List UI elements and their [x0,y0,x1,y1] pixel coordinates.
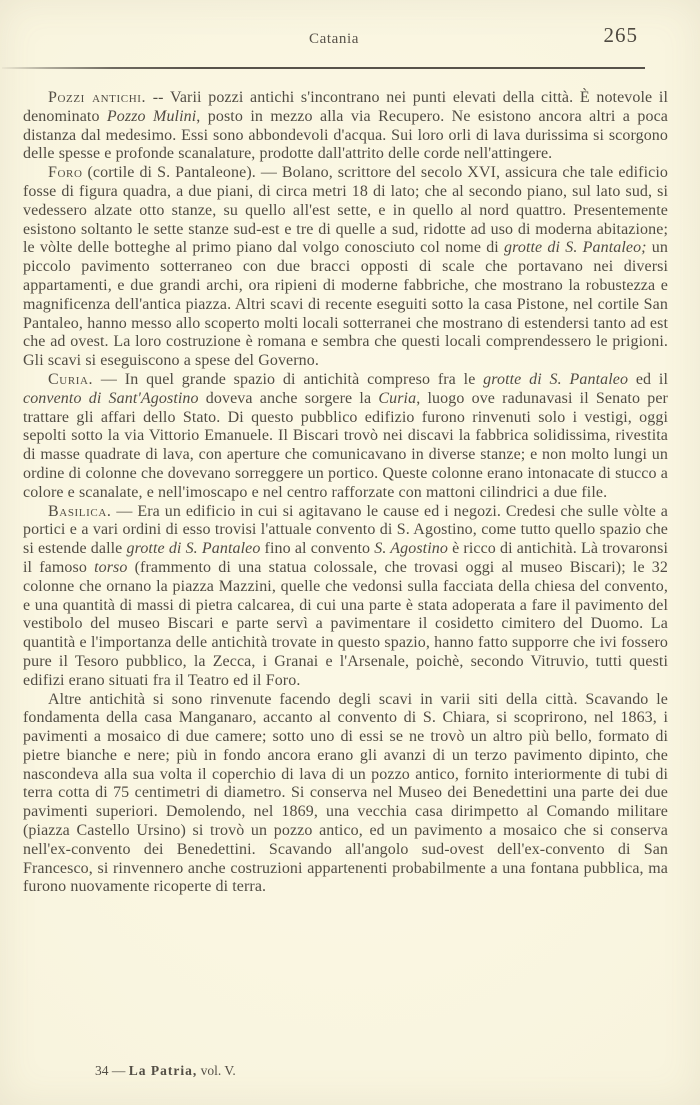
body-text-segment: — Era un edificio in cui si agitavano le cause ed i negozi. Credesi che sulle vòlte a portici e a vari ordini di esso trovisi l'attuale convento di S. Agostino, come tutto quello spazio che si estende dalle [23,502,668,558]
body-text-segment: è ricco di antichità. Là trovaronsi il famoso [23,540,668,576]
running-title: Catania [308,31,359,47]
paragraph-basilica [23,503,668,691]
body-text-segment: ed il [628,370,668,388]
italic-grotte-pantaleo: grotte di S. Pantaleo [483,370,629,388]
headword-pozzi-antichi: Pozzi antichi. [48,89,147,106]
headword-curia: Curia. [48,370,94,388]
body-text-segment: un piccolo pavimento sotterraneo con due bracci opposti di scale che portavano nei diversi appartamenti, e due grandi archi, ora ripieni di moderne fabbriche, che mostrano la robustezza e magnificenza dell'antica piazza. Altri scavi di recente eseguiti sotto la casa Pistone, nel cortile San Pantaleo, hanno messo allo scoperto molti locali sotterranei che mostrano di estendersi tanto ad est che ad ovest. La loro costruzione è romana e sembra che questi locali comprendessero le prigioni. Gli scavi si eseguiscono a spese del Governo. [23,239,668,370]
body-text-segment: (cortile di S. Pantaleone). — Bolano, scrittore del secolo XVI, assicura che tale edificio fosse di figura quadra, a due piani, di circa metri 18 di lato; che al secondo piano, sul lato sud, si vedessero alzate otto stanze, su quello all'est sette, e in quello al nord quattro. Presentemente esistono soltanto le sette stanze sud-est e tre di quelle a sud, ridotte ad uso di moderna abitazione; le vòlte delle botteghe al primo piano dal volgo conosciuto col nome di [23,164,668,257]
footer-number: 34 — [95,1063,129,1078]
header-rule [2,67,645,69]
body-text-segment: , posto in mezzo alla via Recupero. Ne esistono ancora altri a poca distanza dal medesimo. Essi sono abbondevoli d'acqua. Sui loro orli di lava durissima si scorgono delle spesse e profonde scanalature, prodotte dall'attrito delle corde nell'attingere. [23,107,668,163]
body-text-segment: fino al convento [260,540,375,558]
headword-basilica: Basilica. [48,502,112,520]
italic-curia: Curia [378,389,417,407]
paragraph-curia [23,371,668,503]
italic-convento-agostino: convento di Sant'Agostino [23,389,199,407]
italic-grotte-pantaleo: grotte di S. Pantaleo [126,540,261,558]
page-number: 265 [603,23,638,47]
footer-signature [95,1063,236,1079]
italic-torso: torso [94,558,128,576]
body-text-segment: -- Varii pozzi antichi s'incontrano nei punti elevati della città. È notevole il denominato [23,89,668,125]
italic-grotte-pantaleo: grotte di S. Pantaleo; [504,239,647,257]
footer-series-title: La Patria, [128,1063,198,1078]
paragraph-altre-antichita [23,691,668,898]
body-text-segment: doveva anche sorgere la [198,389,379,407]
italic-pozzo-mulini: Pozzo Mulini [106,107,197,125]
headword-foro: Foro [48,164,83,182]
page-body [23,89,668,897]
body-text-segment: Altre antichità si sono rinvenute facendo degli scavi in varii siti della città. Scavando le fondamenta della casa Manganaro, accanto al convento di S. Chiara, si scoprirono, nel 1863, i pavimenti a mosaico di due camere; sotto uno di essi se ne trovò un altro più bello, formato di pietre bianche e nere; più in fondo ancora erano gli avanzi di un terzo pavimento dipinto, che nascondeva alla sua volta il coperchio di lava di un pozzo antico, fornito interiormente di tubi di terra cotta di 75 centimetri di diametro. Si conserva nel Museo dei Benedettini una parte dei due pavimenti superiori. Demolendo, nel 1869, una vecchia casa dirimpetto al Comando militare (piazza Castello Ursino) si trovò un pozzo antico, ed un pavimento a mosaico che si conserva nell'ex-convento dei Benedettini. Scavando all'angolo sud-ovest dell'ex-convento di San Francesco, si rinvennero anche costruzioni appartenenti probabilmente a una fontana pubblica, ma furono nuovamente ricoperte di terra. [23,690,668,896]
footer-volume: vol. V. [197,1063,236,1078]
paragraph-foro [23,164,668,371]
body-text-segment: , luogo ove radunavasi il Senato per trattare gli affari dello Stato. Di questo pubblico edifizio furono rinvenuti solo i vestigi, oggi sepolti sotto la via Vittorio Emanuele. Il Biscari trovò nei discavi la fabbrica solidissima, rivestita di masse quadrate di lava, con aperture che comunicavano in diverse stanze; e non molto lungi un ordine di colonne che dovevano sorreggere un portico. Queste colonne erano intonacate di stucco a colore e scanalate, e nell'imoscapo e nel centro rafforzate con mattoni cilindrici a due file. [23,389,668,501]
body-text-segment: (frammento di una statua colossale, che trovasi oggi al museo Biscari); le 32 colonne che ornano la piazza Mazzini, quelle che vedonsi sulla facciata della chiesa del convento, e una quantità di massi di pietra calcarea, di cui una parte è stata adoperata a fare il pavimento del vestibolo del museo Biscari e parte servì a pavimentare il cosidetto cimitero del Duomo. La quantità e l'importanza delle antichità trovate in questo spazio, hanno fatto supporre che ivi fossero pure il Tesoro pubblico, la Zecca, i Granai e l'Arsenale, poichè, secondo Vitruvio, tutti questi edifizi erano situati fra il Teatro ed il Foro. [23,558,668,689]
italic-s-agostino: S. Agostino [374,540,448,558]
paragraph-pozzi-antichi [23,89,668,164]
body-text-segment: — In quel grande spazio di antichità compreso fra le [93,370,484,388]
